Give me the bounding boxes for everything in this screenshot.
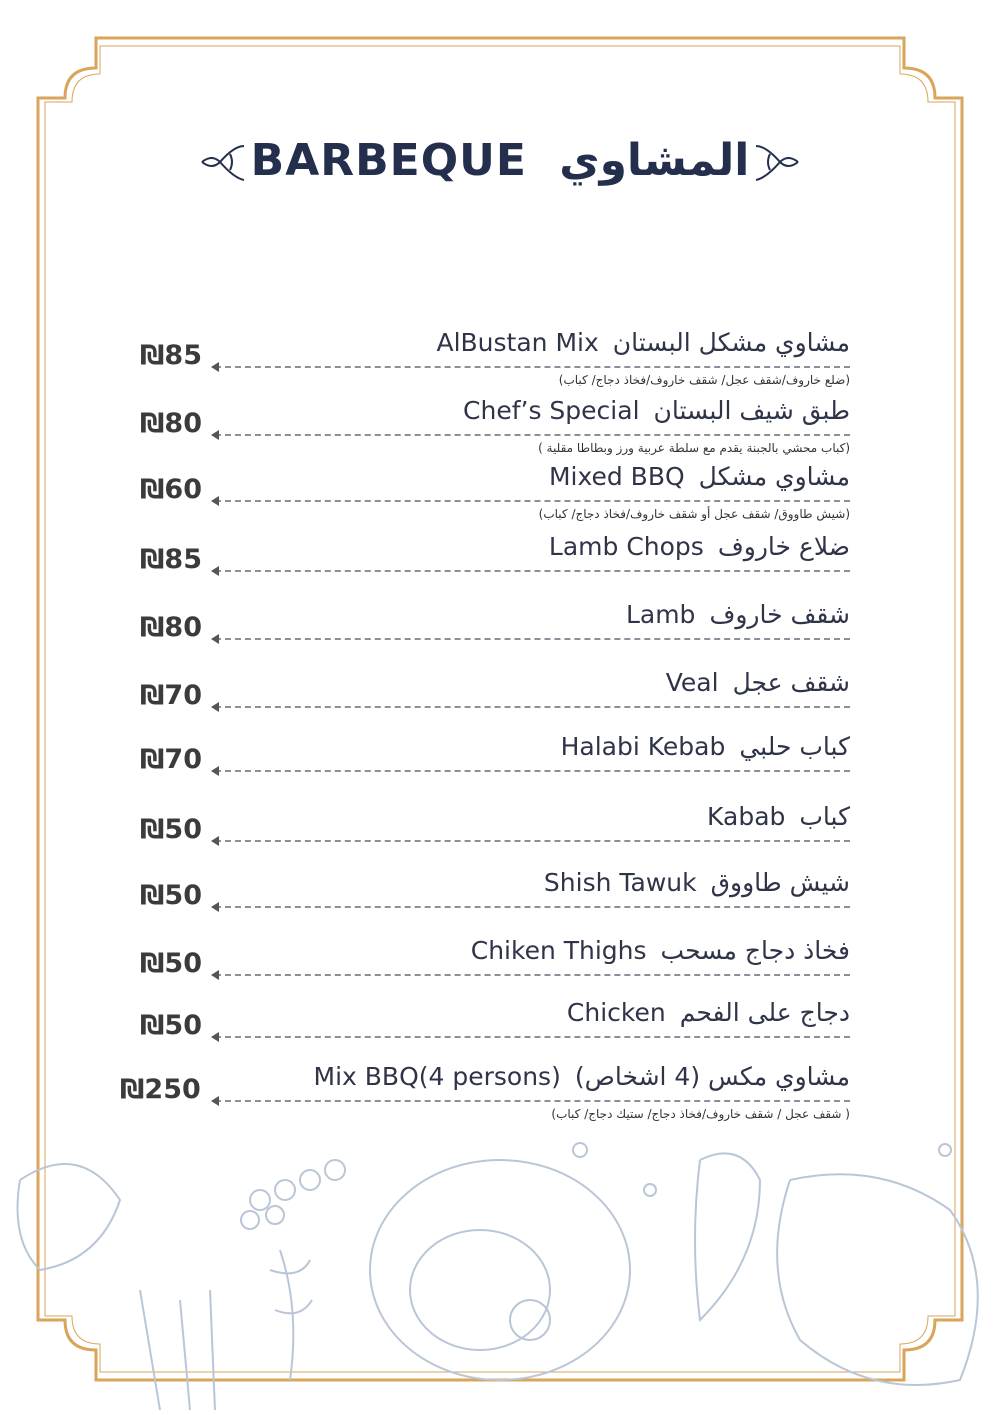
menu-item-english: Veal (665, 668, 719, 697)
menu-item-price (140, 408, 202, 439)
menu-item-english: Mix BBQ(4 persons) (313, 1062, 561, 1091)
dashed-leader-arrow-icon (215, 500, 850, 502)
menu-item-price (140, 880, 202, 911)
title-arabic: المشاوي (559, 135, 750, 186)
menu-item-price (140, 814, 202, 845)
dashed-leader-arrow-icon (215, 706, 850, 708)
menu-item-description: ( شقف عجل / شقف خاروف/فخاذ دجاج/ ستيك دجاج/ كباب) (551, 1107, 850, 1121)
currency-symbol: ₪ (140, 814, 165, 845)
menu-item-english: Chef’s Special (463, 396, 640, 425)
dashed-leader-arrow-icon (215, 638, 850, 640)
menu-item-name (436, 328, 850, 357)
currency-symbol: ₪ (140, 880, 165, 911)
menu-item-price (140, 544, 202, 575)
price-value: 250 (144, 1074, 201, 1105)
menu-item-english: Halabi Kebab (560, 732, 726, 761)
menu-item (120, 936, 850, 986)
menu-item (120, 1062, 850, 1121)
page-title (0, 135, 1000, 186)
dashed-leader-arrow-icon (215, 1036, 850, 1038)
menu-item-english: Shish Tawuk (543, 868, 697, 897)
dashed-leader-arrow-icon (215, 570, 850, 572)
menu-item-name (549, 462, 850, 491)
dashed-leader-arrow-icon (215, 906, 850, 908)
menu-item-name (707, 802, 850, 831)
menu-item-price (140, 474, 202, 505)
menu-item (120, 600, 850, 650)
menu-item-price (140, 680, 202, 711)
dashed-leader-arrow-icon (215, 434, 850, 436)
menu-item (120, 462, 850, 521)
menu-item-arabic: كباب حلبي (739, 732, 850, 761)
dashed-leader-arrow-icon (215, 770, 850, 772)
price-value: 85 (164, 544, 202, 575)
currency-symbol: ₪ (140, 408, 165, 439)
menu-item-price (140, 1010, 202, 1041)
menu-item-name (463, 396, 850, 425)
menu-item-arabic: شقف عجل (732, 668, 850, 697)
menu-item-english: Mixed BBQ (548, 462, 685, 491)
currency-symbol: ₪ (140, 474, 165, 505)
menu-item-name (567, 998, 850, 1027)
menu-item-description: (شيش طاووق/ شقف عجل أو شقف خاروف/فخاذ دجاج/ كباب) (538, 507, 850, 521)
currency-symbol: ₪ (120, 1074, 145, 1105)
currency-symbol: ₪ (140, 340, 165, 371)
menu-item-arabic: دجاج على الفحم (679, 998, 850, 1027)
menu-item-arabic: طبق شيف البستان (653, 396, 850, 425)
dashed-leader-arrow-icon (215, 974, 850, 976)
menu-item (120, 868, 850, 918)
menu-item-price (140, 948, 202, 979)
currency-symbol: ₪ (140, 948, 165, 979)
currency-symbol: ₪ (140, 1010, 165, 1041)
menu-item-arabic: مشاوي مشكل البستان (612, 328, 850, 357)
price-value: 50 (164, 814, 202, 845)
menu-item-description: (ضلع خاروف/شقف عجل/ شقف خاروف/فخاذ دجاج/ كباب) (558, 373, 850, 387)
currency-symbol: ₪ (140, 544, 165, 575)
price-value: 70 (164, 680, 202, 711)
menu-item-arabic: شيش طاووق (710, 868, 850, 897)
menu-item-english: Kabab (707, 802, 786, 831)
menu-item-arabic: ضلاع خاروف (717, 532, 850, 561)
menu-item-price (120, 1074, 201, 1105)
menu-item-name (544, 868, 850, 897)
menu-item (120, 532, 850, 582)
menu-item-name (626, 600, 850, 629)
menu-item-name (549, 532, 850, 561)
dashed-leader-arrow-icon (215, 366, 850, 368)
menu-item-arabic: شقف خاروف (709, 600, 850, 629)
menu-item-price (140, 744, 202, 775)
menu-item-english: Chicken (566, 998, 666, 1027)
dashed-leader-arrow-icon (215, 1100, 850, 1102)
menu-item (120, 998, 850, 1048)
menu-item-arabic: فخاذ دجاج مسحب (660, 936, 850, 965)
menu-item-description: (كباب محشي بالجبنة يقدم مع سلطة عربية ورز وبطاطا مقلية ) (538, 441, 850, 455)
price-value: 80 (164, 612, 202, 643)
menu-item-price (140, 340, 202, 371)
menu-item-name (314, 1062, 850, 1091)
menu-item (120, 732, 850, 782)
menu-item (120, 668, 850, 718)
menu-item-english: Lamb Chops (548, 532, 704, 561)
menu-item (120, 802, 850, 852)
price-value: 85 (164, 340, 202, 371)
menu-item-arabic: مشاوي مكس (4 اشخاص) (574, 1062, 850, 1091)
price-value: 80 (164, 408, 202, 439)
menu-item-english: Chiken Thighs (470, 936, 647, 965)
dashed-leader-arrow-icon (215, 840, 850, 842)
price-value: 50 (164, 1010, 202, 1041)
menu-item-name (561, 732, 850, 761)
price-value: 50 (164, 948, 202, 979)
left-ornament-icon (200, 140, 248, 184)
price-value: 50 (164, 880, 202, 911)
menu-item (120, 396, 850, 455)
menu-item-english: AlBustan Mix (436, 328, 599, 357)
title-english: BARBEQUE (250, 135, 527, 186)
food-sketch-illustration (0, 1120, 1000, 1415)
right-ornament-icon (752, 140, 800, 184)
menu-item-price (140, 612, 202, 643)
currency-symbol: ₪ (140, 680, 165, 711)
menu-item-name (666, 668, 850, 697)
menu-item-arabic: مشاوي مشكل (698, 462, 850, 491)
menu-item-english: Lamb (625, 600, 696, 629)
price-value: 70 (164, 744, 202, 775)
menu-item-arabic: كباب (799, 802, 850, 831)
price-value: 60 (164, 474, 202, 505)
menu-item-name (471, 936, 850, 965)
currency-symbol: ₪ (140, 744, 165, 775)
currency-symbol: ₪ (140, 612, 165, 643)
menu-item (120, 328, 850, 387)
